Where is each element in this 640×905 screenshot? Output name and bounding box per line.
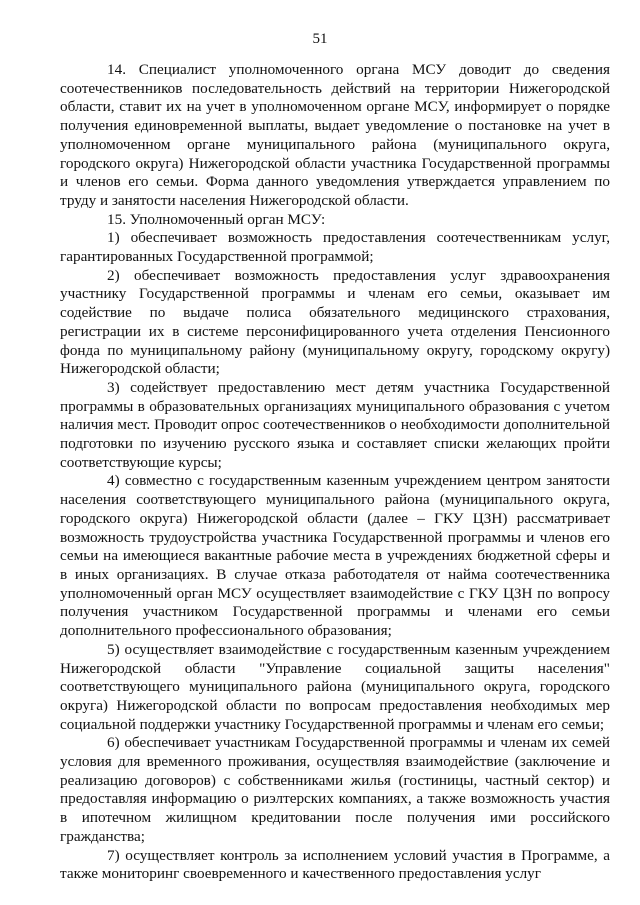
list-item-2-healthcare: 2) обеспечивает возможность предоставления услуг здравоохранения участнику Государственной программы и членам его семьи, оказывает им содействие по выдаче полиса обязательного медицинского страхования, регистрации их в системе персонифицированного учета отделения Пенсионного фонда по муниципальному району (муниципальному округу, городскому округу) Нижегородской области; — [60, 266, 610, 378]
list-item-4-employment: 4) совместно с государственным казенным учреждением центром занятости населения соответствующего муниципального района (муниципального округа, городского округа) Нижегородской области (далее – ГКУ ЦЗН) рассматривает возможность трудоустройства участника Государственной программы и членов его семьи на имеющиеся вакантные рабочие места в учреждениях бюджетной сферы и в иных организациях. В случае отказа работодателя от найма соотечественника уполномоченный орган МСУ осуществляет взаимодействие с ГКУ ЦЗН по вопросу получения участником Государственной программы и членами его семьи дополнительного профессионального образования; — [60, 472, 610, 640]
list-item-6-housing: 6) обеспечивает участникам Государственной программы и членам их семей условия для временного проживания, осуществляя взаимодействие (заключение и реализацию договоров) с собственниками жилья (гостиницы, частный сектор) и предоставляя информацию о риэлтерских компаниях, а также возможность участия в ипотечном жилищном кредитовании после получения ими российского гражданства; — [60, 734, 610, 845]
document-body — [60, 61, 610, 884]
paragraph-15-heading: 15. Уполномоченный орган МСУ: — [107, 210, 326, 228]
paragraph-14-specialist-duties: 14. Специалист уполномоченного органа МСУ доводит до сведения соотечественников последовательность действий на территории Нижегородской области, ставит их на учет в уполномоченном органе МСУ, информирует о порядке получения единовременной выплаты, выдает уведомление о постановке на учет в уполномоченном органе муниципального района (муниципального округа, городского округа) Нижегородской области участника Государственной программы и членов его семьи. Форма данного уведомления утверждается управлением по труду и занятости населения Нижегородской области. — [60, 61, 610, 209]
list-item-1-services: 1) обеспечивает возможность предоставления соотечественникам услуг, гарантированных Государственной программой; — [60, 229, 610, 266]
list-item-5-social-support: 5) осуществляет взаимодействие с государственным казенным учреждением Нижегородской области "Управление социальной защиты населения" соответствующего муниципального района (муниципального округа, городского округа) Нижегородской области по вопросам предоставления необходимых мер социальной поддержки участнику Государственной программы и членам его семьи; — [60, 640, 610, 733]
list-item-3-education: 3) содействует предоставлению мест детям участника Государственной программы в образовательных организациях муниципального образования с учетом наличия мест. Проводит опрос соотечественников о необходимости дополнительной подготовки по изучению русского языка и составляет списки желающих пройти соответствующие курсы; — [60, 378, 610, 471]
page-number: 51 — [312, 31, 328, 47]
list-item-7-monitoring: 7) осуществляет контроль за исполнением условий участия в Программе, а также мониторинг своевременного и качественного предоставления услуг — [60, 846, 610, 883]
